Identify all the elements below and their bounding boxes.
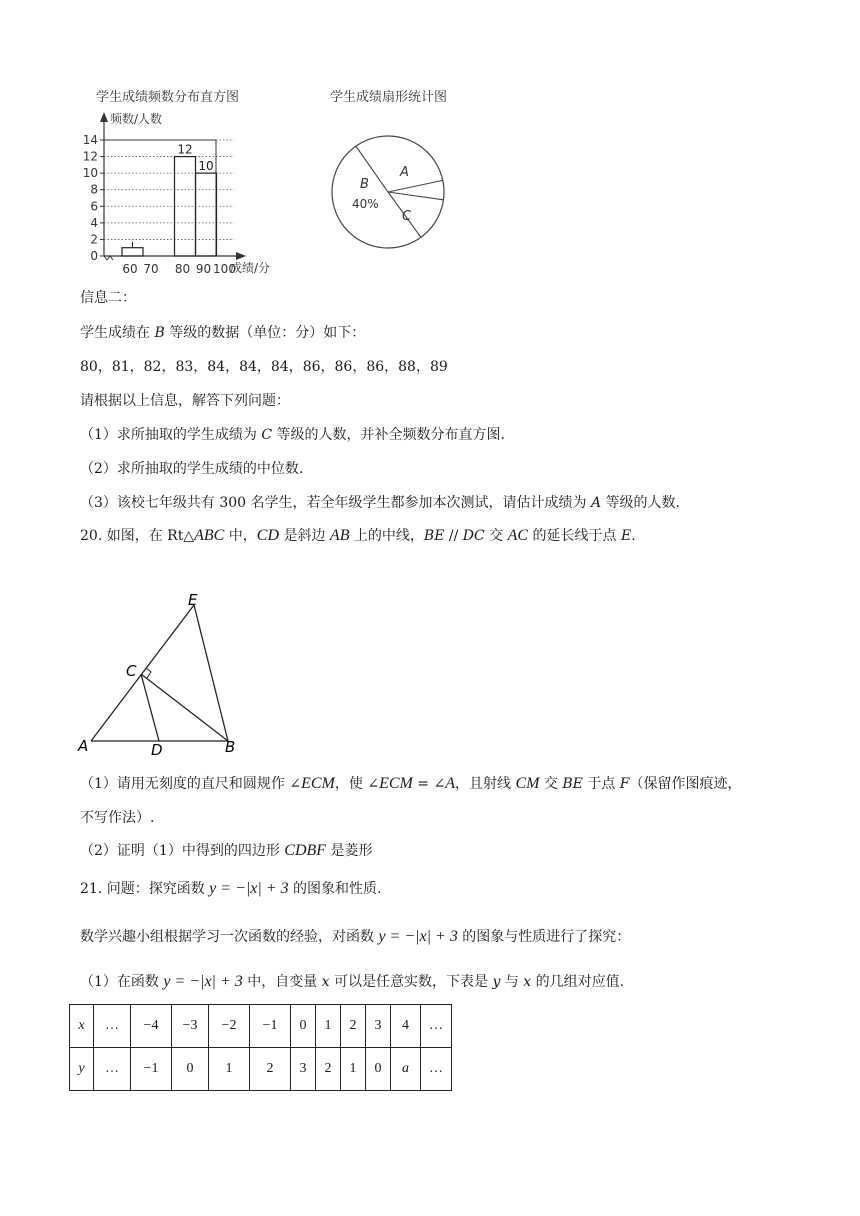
question-19-2: （2）求所抽取的学生成绩的中位数. [80, 461, 304, 477]
table-y-cell: −1 [131, 1048, 172, 1091]
table-x-cell: … [421, 1005, 452, 1048]
segment-eb [194, 605, 228, 741]
histogram-bar [122, 248, 143, 256]
info2-data-list: 80，81，82，83，84，84，84，86，86，86，88，89 [80, 359, 448, 375]
table-x-cell: −1 [250, 1005, 291, 1048]
table-y-cell: 0 [366, 1048, 391, 1091]
x-tick-label: 100 [213, 262, 236, 276]
question-19-3: （3）该校七年级共有 300 名学生，若全年级学生都参加本次测试，请估计成绩为 A 等级的人数. [80, 495, 681, 511]
table-x-cell: 3 [366, 1005, 391, 1048]
bar-data-label: 10 [198, 159, 214, 174]
label-d: D [151, 741, 163, 759]
table-y-cell: … [421, 1048, 452, 1091]
label-a: A [78, 737, 89, 755]
question-20-1-line2: 不写作法）. [80, 810, 155, 826]
table-x-cell: 2 [341, 1005, 366, 1048]
axis-break-mark [104, 256, 113, 260]
table-y-cell: 3 [291, 1048, 316, 1091]
y-tick-label: 10 [82, 166, 98, 181]
value-table [69, 1004, 452, 1091]
triangle-figure [70, 585, 250, 760]
pie-title: 学生成绩扇形统计图 [330, 90, 448, 105]
table-row-x [70, 1005, 452, 1048]
histogram-bar [196, 173, 217, 256]
label-e: E [188, 591, 198, 609]
y-axis-arrow [100, 112, 108, 122]
table-y-cell: 2 [316, 1048, 341, 1091]
table-y-cell: 1 [209, 1048, 250, 1091]
x-tick-label: 70 [143, 262, 159, 276]
y-tick-label: 0 [90, 249, 98, 263]
table-y-cell: 1 [341, 1048, 366, 1091]
table-y-cell: a [391, 1048, 421, 1091]
table-y-cell: 0 [172, 1048, 209, 1091]
label-b: B [225, 738, 236, 756]
x-tick-label: 60 [122, 262, 138, 276]
y-tick-label: 2 [90, 232, 98, 247]
table-x-cell: −3 [172, 1005, 209, 1048]
y-axis-label: 频数/人数 [110, 112, 163, 126]
info2-description: 学生成绩在 B 等级的数据（单位：分）如下： [80, 325, 366, 341]
table-y-cell: y [70, 1048, 94, 1091]
pie-label-b: B [360, 177, 369, 192]
right-angle-mark [146, 668, 151, 678]
table-y-cell: … [94, 1048, 131, 1091]
x-axis-label: 成绩/分 [230, 261, 271, 275]
table-x-cell: −4 [131, 1005, 172, 1048]
question-19-1: （1）求所抽取的学生成绩为 C 等级的人数，并补全频数分布直方图. [80, 427, 505, 443]
question-20-2: （2）证明（1）中得到的四边形 CDBF 是菱形 [80, 842, 373, 859]
table-x-cell: x [70, 1005, 94, 1048]
pie-chart [330, 110, 460, 270]
table-x-cell: 4 [391, 1005, 421, 1048]
segment-ae [91, 605, 194, 741]
question-20-1-line1: （1）请用无刻度的直尺和圆规作 ∠ECM，使 ∠ECM = ∠A，且射线 CM 交 BE 于点 F（保留作图痕迹， [80, 775, 742, 792]
problem-21-intro: 数学兴趣小组根据学习一次函数的经验，对函数 y = −|x| + 3 的图象与性质进行了探究： [80, 928, 631, 945]
segment-cd [141, 674, 159, 741]
pie-slice-boundary [388, 180, 443, 192]
pie-b-percent: 40% [352, 197, 379, 211]
y-tick-label: 12 [82, 149, 98, 164]
question-21-1: （1）在函数 y = −|x| + 3 中，自变量 x 可以是任意实数，下表是 y 与 x 的几组对应值. [80, 973, 625, 990]
pie-label-a: A [400, 165, 409, 180]
pie-slice-boundary [388, 192, 443, 200]
x-axis-arrow [236, 252, 246, 260]
pie-label-c: C [402, 209, 412, 224]
table-x-cell: −2 [209, 1005, 250, 1048]
segment-cb [141, 674, 228, 741]
histogram-title: 学生成绩频数分布直方图 [96, 90, 240, 105]
table-x-cell: … [94, 1005, 131, 1048]
y-tick-label: 4 [90, 215, 98, 230]
bar-data-label: 12 [177, 142, 193, 157]
x-tick-label: 90 [195, 262, 212, 276]
problem-20-statement: 20. 如图，在 Rt△ABC 中，CD 是斜边 AB 上的中线，BE // DC 交 AC 的延长线于点 E. [80, 527, 636, 544]
x-tick-label: 80 [174, 262, 191, 276]
y-tick-label: 6 [90, 199, 98, 214]
table-row-y [70, 1048, 452, 1091]
frequency-histogram [70, 104, 290, 276]
table-x-cell: 0 [291, 1005, 316, 1048]
y-tick-label: 8 [90, 182, 98, 197]
y-tick-label: 14 [82, 133, 98, 147]
table-x-cell: 1 [316, 1005, 341, 1048]
problem-21-title: 21. 问题：探究函数 y = −|x| + 3 的图象和性质. [80, 880, 382, 897]
label-c: C [126, 662, 137, 680]
info2-heading: 信息二： [80, 290, 136, 306]
table-y-cell: 2 [250, 1048, 291, 1091]
info2-prompt: 请根据以上信息，解答下列问题： [80, 393, 290, 409]
